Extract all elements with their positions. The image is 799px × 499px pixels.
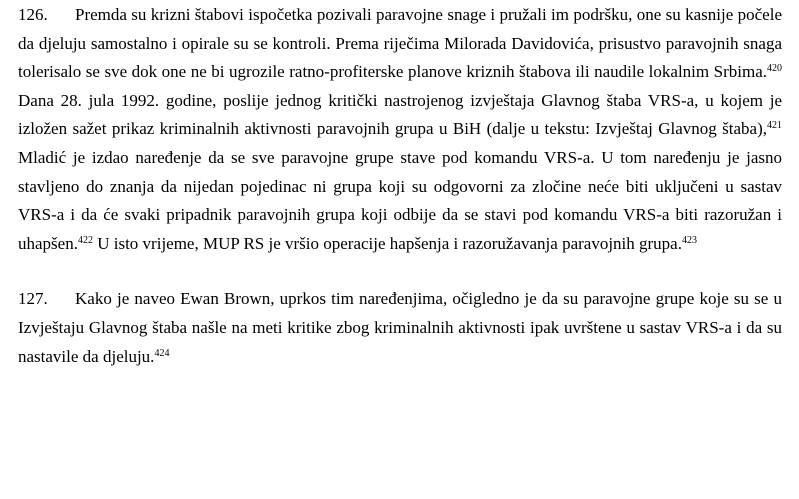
- footnote-ref-420[interactable]: 420: [767, 63, 782, 75]
- paragraph-text: Mladić je izdao naređenje da se sve paravojne grupe stave pod komandu VRS-a. U tom naređenju je jasno stavljeno do znanja da nijedan pojedinac ni grupa koji su odgovorni za zločine neće biti uključeni u sastav VRS-a i da će svaki pripadnik paravojnih grupa koji odbije da se stavi pod komandu VRS-a biti razoružan i uhapšen.: [18, 147, 782, 253]
- paragraph-number: 126.: [18, 5, 48, 24]
- paragraph-text: Premda su krizni štabovi ispočetka pozivali paravojne snage i pružali im podršku, one su kasnije počele da djeluju samostalno i opirale su se kontroli. Prema riječima Milorada Davidovića, prisustvo paravojnih snaga tolerisalo se sve dok one ne bi ugrozile ratno-profiterske planove kriznih štabova ili naudile lokalnim Srbima.: [18, 5, 782, 82]
- paragraph-text: U isto vrijeme, MUP RS je vršio operacije hapšenja i razoružavanja paravojnih grupa.: [92, 233, 682, 253]
- paragraph-126: [18, 0, 782, 258]
- footnote-ref-423[interactable]: 423: [681, 234, 697, 246]
- document-page: [18, 0, 782, 371]
- paragraph-text: Kako je naveo Ewan Brown, uprkos tim naređenjima, očigledno je da su paravojne grupe koje su se u Izvještaju Glavnog štaba našle na meti kritike zbog kriminalnih aktivnosti ipak uvrštene u sastav VRS-a i da su nastavile da djeluju.: [18, 289, 782, 366]
- paragraph-text: Dana 28. jula 1992. godine, poslije jednog kritički nastrojenog izvještaja Glavnog štaba VRS-a, u kojem je izložen sažet prikaz kriminalnih aktivnosti paravojnih grupa u BiH (dalje u tekstu: Izvještaj Glavnog štaba),: [18, 90, 782, 139]
- paragraph-number: 127.: [18, 289, 48, 309]
- footnote-ref-422[interactable]: 422: [77, 234, 93, 246]
- paragraph-127: [18, 285, 782, 371]
- footnote-ref-421[interactable]: 421: [767, 120, 782, 132]
- footnote-ref-424[interactable]: 424: [154, 347, 170, 359]
